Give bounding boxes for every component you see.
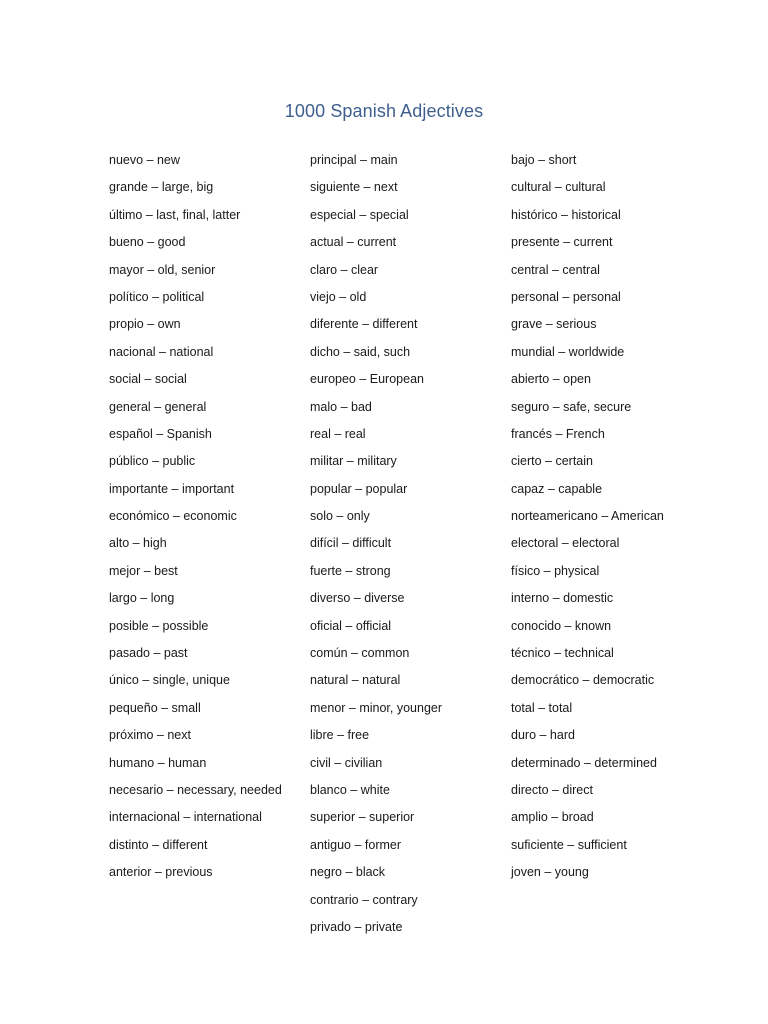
word-entry: europeo – European [310,372,424,387]
word-entry: nuevo – new [109,153,180,167]
word-entry: privado – private [310,919,403,934]
word-entry: común – common [310,646,410,661]
word-entry: personal – personal [511,289,621,304]
word-entry: conocido – known [511,618,612,633]
word-entry: posible – possible [109,618,209,633]
word-entry: mayor – old, senior [109,262,216,277]
word-entry: determinado – determined [511,755,657,770]
word-column-2 [310,151,511,945]
word-entry: capaz – capable [511,481,603,496]
word-entry: contrario – contrary [310,892,418,907]
word-entry: claro – clear [310,262,379,277]
word-entry: histórico – historical [511,207,621,222]
word-entry: duro – hard [511,728,575,743]
word-entry: internacional – international [109,810,262,825]
word-entry: presente – current [511,235,613,250]
word-entry: técnico – technical [511,646,614,661]
word-entry: alto – high [109,536,167,551]
word-entry: directo – direct [511,782,593,797]
word-entry: principal – main [310,153,398,167]
word-entry: diferente – different [310,317,418,332]
word-entry: democrático – democratic [511,673,655,688]
page-title: 1000 Spanish Adjectives [284,101,484,121]
word-entry: necesario – necessary, needed [109,782,282,797]
word-entry: siguiente – next [310,180,398,195]
word-column-1 [109,151,310,945]
word-entry: civil – civilian [310,755,383,770]
word-entry: real – real [310,426,366,441]
word-entry: distinto – different [109,837,208,852]
word-entry: social – social [109,372,187,387]
word-entry: económico – economic [109,509,237,524]
word-entry: suficiente – sufficient [511,837,627,852]
word-entry: especial – special [310,207,409,222]
word-entry: amplio – broad [511,810,594,825]
word-columns [109,151,712,945]
word-entry: fuerte – strong [310,563,391,578]
word-entry: grande – large, big [109,180,214,195]
word-entry: popular – popular [310,481,408,496]
word-entry: nacional – national [109,344,214,359]
word-entry: seguro – safe, secure [511,399,632,414]
word-entry: interno – domestic [511,591,614,606]
word-entry: central – central [511,262,600,277]
word-entry: grave – serious [511,317,597,332]
word-entry: pasado – past [109,646,188,661]
word-entry: cierto – certain [511,454,593,469]
word-entry: humano – human [109,755,207,770]
word-entry: francés – French [511,426,605,441]
word-entry: oficial – official [310,618,392,633]
word-entry: antiguo – former [310,837,402,852]
word-entry: superior – superior [310,810,415,825]
word-entry: mejor – best [109,563,178,578]
word-entry: propio – own [109,317,181,332]
word-entry: pequeño – small [109,700,201,715]
word-entry: último – last, final, latter [109,207,241,222]
word-entry: largo – long [109,591,175,606]
word-entry: mundial – worldwide [511,344,625,359]
word-entry: político – political [109,289,205,304]
word-entry: próximo – next [109,728,191,743]
word-entry: electoral – electoral [511,536,620,551]
word-entry: norteamericano – American [511,509,664,524]
word-entry: militar – military [310,454,397,469]
word-entry: abierto – open [511,372,591,387]
word-entry: anterior – previous [109,865,213,880]
word-entry: español – Spanish [109,426,212,441]
word-entry: solo – only [310,509,370,524]
word-entry: difícil – difficult [310,536,392,551]
word-entry: natural – natural [310,673,401,688]
word-entry: público – public [109,454,196,469]
word-entry: bueno – good [109,235,186,250]
word-entry: dicho – said, such [310,344,411,359]
word-column-3 [511,151,712,945]
word-entry: malo – bad [310,399,372,414]
word-entry: cultural – cultural [511,180,606,195]
word-entry: general – general [109,399,207,414]
word-entry: importante – important [109,481,235,496]
word-entry: libre – free [310,728,370,743]
word-entry: joven – young [511,865,589,880]
word-entry: actual – current [310,235,397,250]
word-entry: menor – minor, younger [310,700,443,715]
word-entry: diverso – diverse [310,591,405,606]
word-entry: físico – physical [511,563,600,578]
word-entry: negro – black [310,865,386,880]
word-entry: único – single, unique [109,673,230,688]
word-entry: blanco – white [310,782,390,797]
word-entry: bajo – short [511,153,577,167]
word-entry: total – total [511,700,573,715]
word-entry: viejo – old [310,289,367,304]
